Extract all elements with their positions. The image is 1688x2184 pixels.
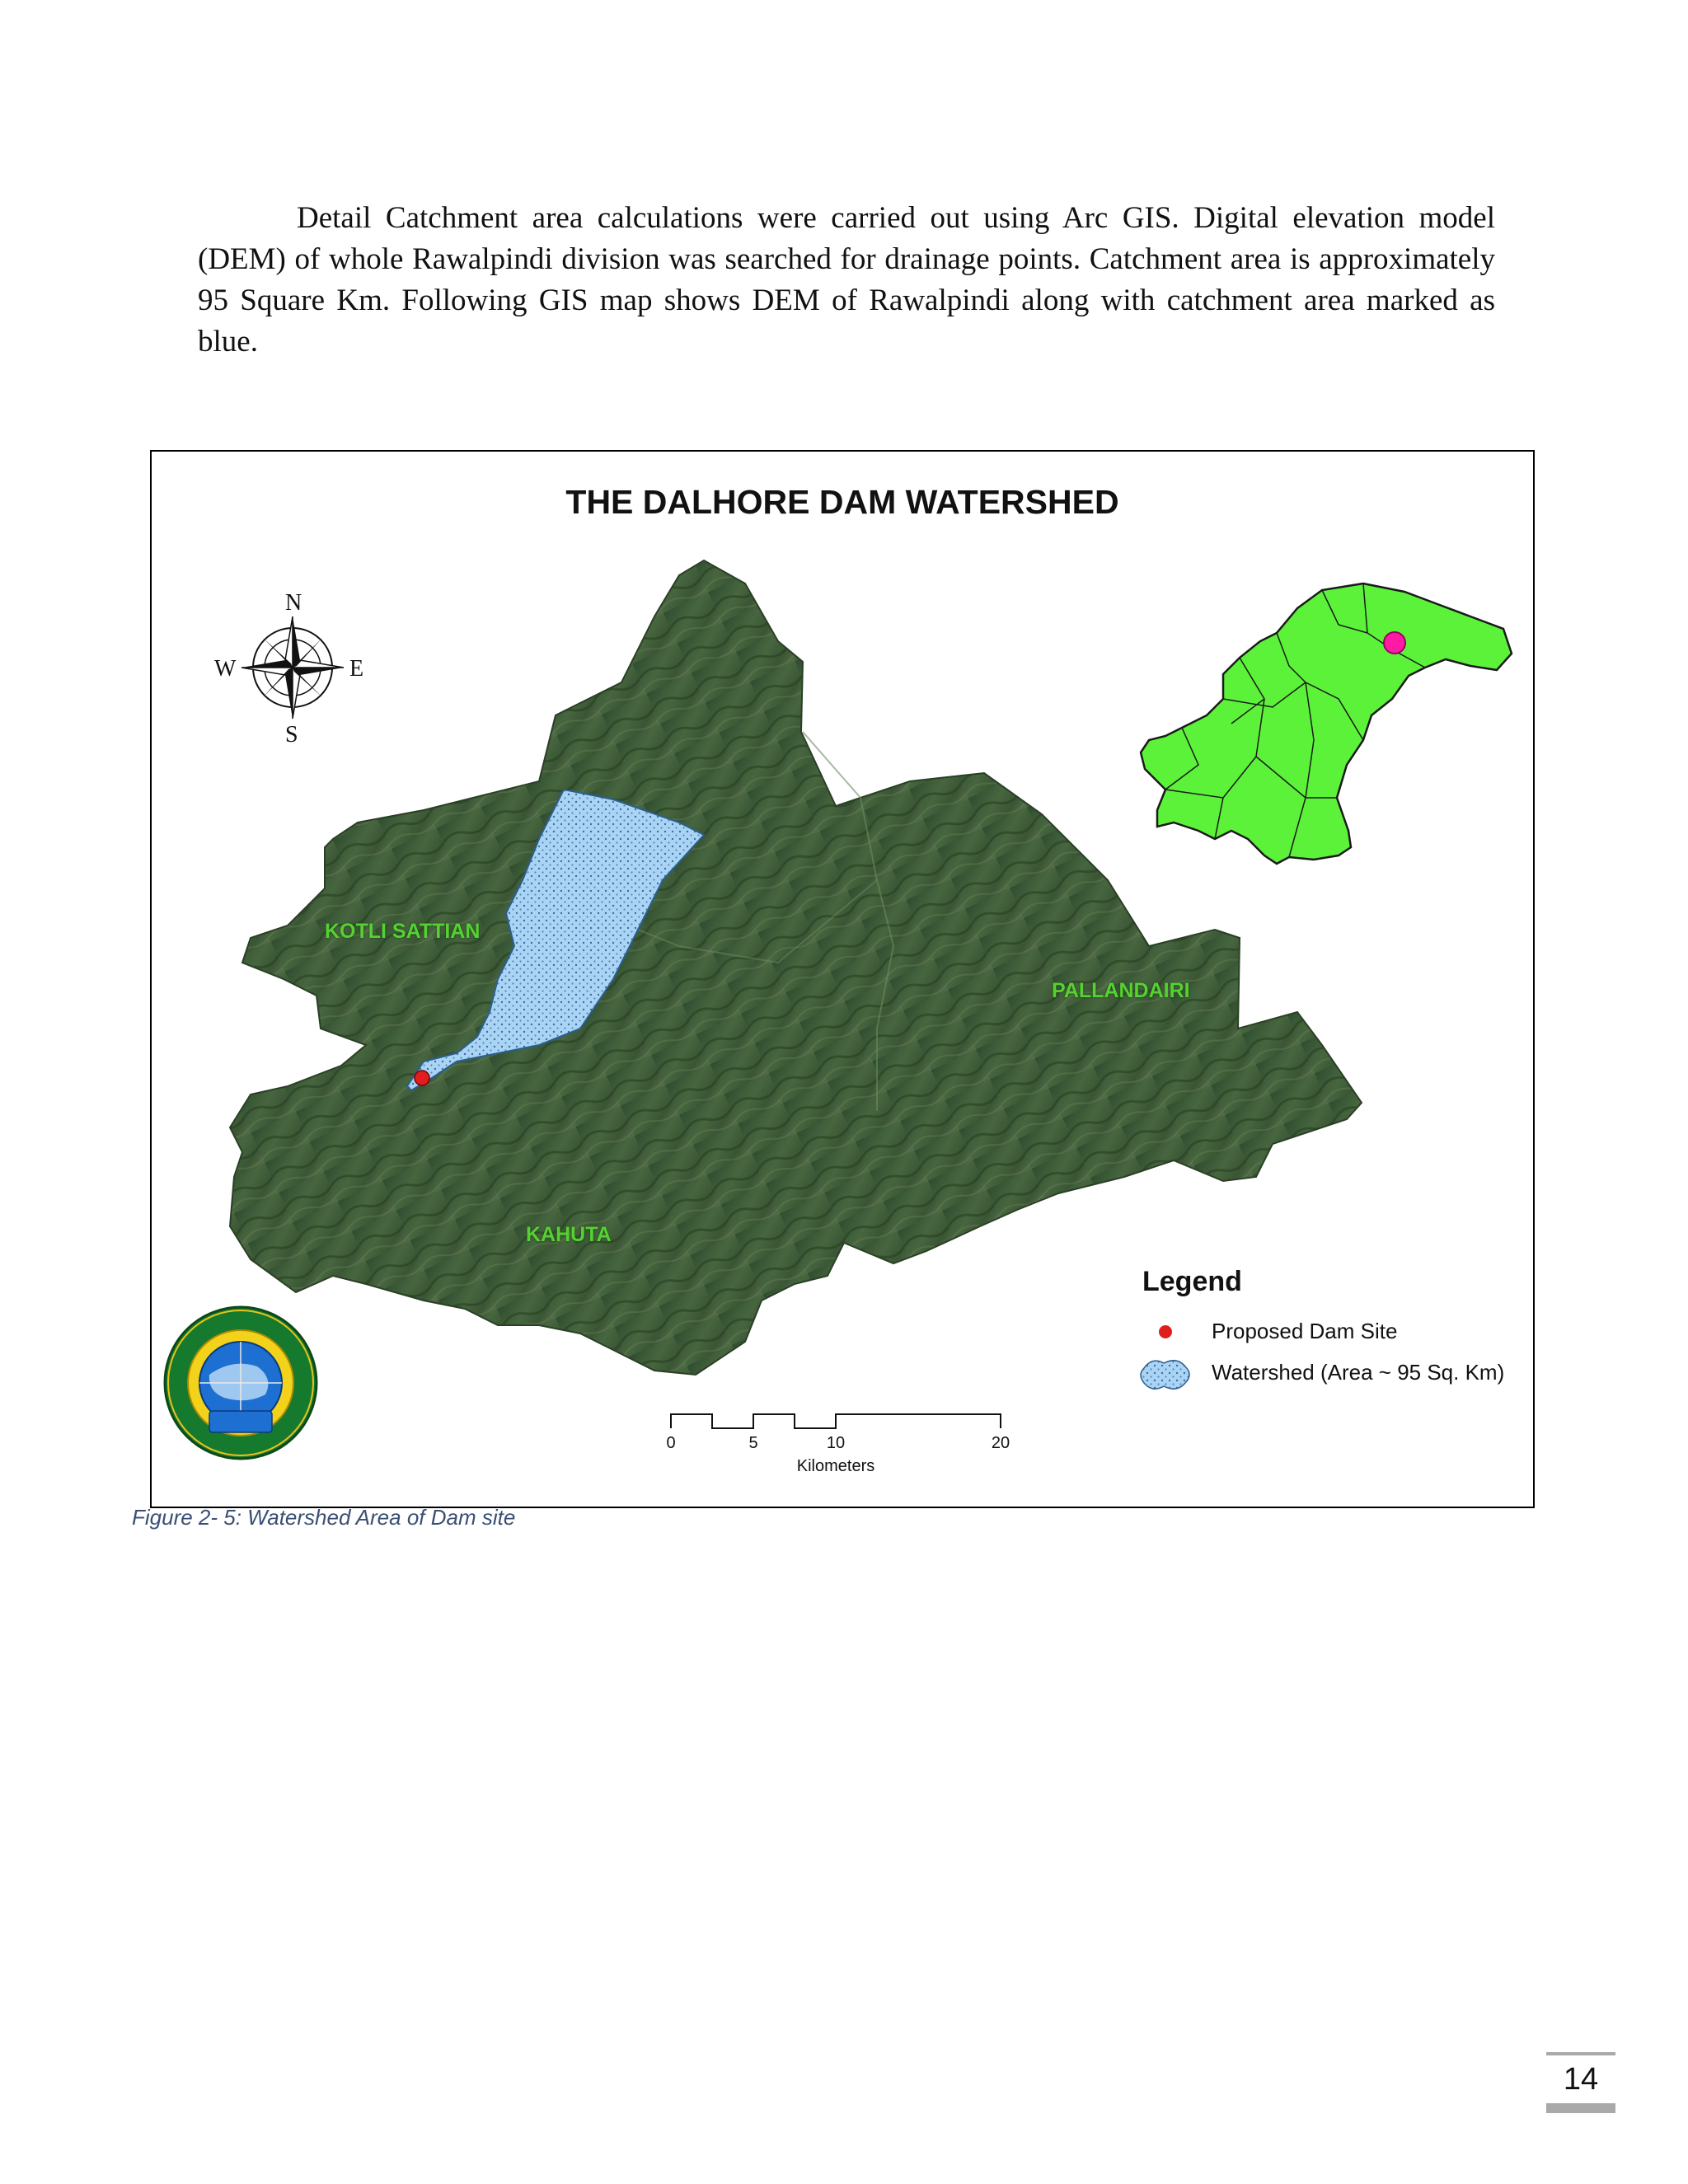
scale-unit-label: Kilometers bbox=[796, 1457, 875, 1475]
dam-site-marker bbox=[415, 1071, 429, 1085]
compass-north-label: N bbox=[285, 590, 302, 616]
page-number-rule-bottom bbox=[1546, 2103, 1615, 2113]
page-number-text: 14 bbox=[1563, 2062, 1599, 2097]
map-graphic bbox=[152, 452, 1533, 1507]
igis-logo bbox=[165, 1307, 316, 1459]
map-title: THE DALHORE DAM WATERSHED bbox=[565, 483, 1119, 521]
legend-item-watershed: Watershed (Area ~ 95 Sq. Km) bbox=[1212, 1360, 1505, 1385]
page-number bbox=[1546, 2052, 1615, 2110]
compass-rose bbox=[241, 616, 344, 719]
scale-bar bbox=[671, 1414, 1001, 1428]
scale-tick-label: 10 bbox=[826, 1434, 846, 1452]
figure-caption: Figure 2- 5: Watershed Area of Dam site bbox=[132, 1505, 516, 1530]
scale-tick-label: 0 bbox=[666, 1434, 676, 1452]
body-paragraph: Detail Catchment area calculations were carried out using Arc GIS. Digital elevation model (DEM) of whole Rawalpindi division was searched for drainage points. Catchment area is approximately 95 Square Km. Following GIS map shows DEM of Rawalpindi along with catchment area marked as blue. bbox=[198, 201, 1495, 359]
inset-country-map bbox=[1141, 583, 1512, 864]
scale-tick-label: 5 bbox=[748, 1434, 758, 1452]
compass-south-label: S bbox=[285, 722, 298, 748]
legend-item-dam-site: Proposed Dam Site bbox=[1212, 1319, 1398, 1343]
watershed-map-figure bbox=[150, 450, 1535, 1508]
page-number-rule-top bbox=[1546, 2052, 1615, 2055]
region-label-pallandairi: PALLANDAIRI bbox=[1052, 979, 1190, 1002]
legend-title: Legend bbox=[1142, 1266, 1242, 1297]
compass-west-label: W bbox=[214, 656, 237, 682]
scale-tick-label: 20 bbox=[991, 1434, 1010, 1452]
compass-east-label: E bbox=[349, 656, 364, 682]
terrain-area bbox=[230, 560, 1362, 1375]
region-label-kahuta: KAHUTA bbox=[526, 1223, 612, 1246]
region-label-kotli-sattian: KOTLI SATTIAN bbox=[325, 920, 481, 943]
legend-dam-site-swatch bbox=[1159, 1325, 1172, 1338]
legend-watershed-swatch bbox=[1141, 1361, 1189, 1389]
